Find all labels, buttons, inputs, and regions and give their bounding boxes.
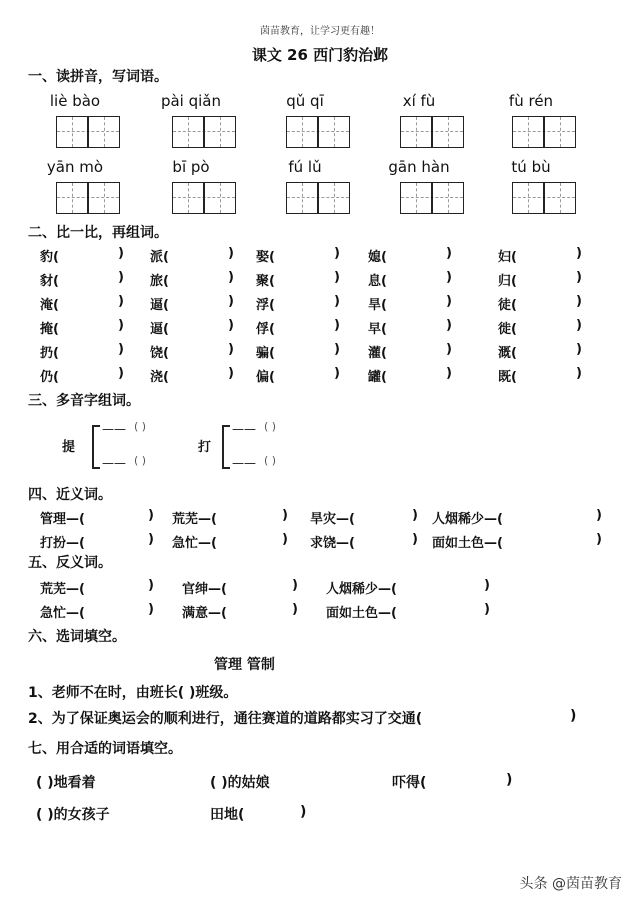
antonym-close-paren: )	[292, 602, 298, 617]
compare-char: 逼(	[150, 322, 169, 337]
compare-char: 淹(	[40, 298, 59, 313]
section-1-heading: 一、读拼音，写词语。	[28, 69, 168, 85]
pinyin-label: fú lǔ	[288, 158, 322, 176]
answer-blank[interactable]: )	[118, 318, 124, 333]
answer-blank[interactable]: )	[118, 294, 124, 309]
answer-blank[interactable]: )	[576, 246, 582, 261]
compare-char: 归(	[498, 274, 517, 289]
answer-blank[interactable]: )	[118, 342, 124, 357]
compare-char: 娶(	[256, 250, 275, 265]
compare-char: 饶(	[150, 346, 169, 361]
question-2-close-paren: )	[570, 708, 577, 724]
pinyin-label: qǔ qī	[286, 92, 324, 110]
synonym-close-paren: )	[282, 508, 288, 523]
answer-blank[interactable]: )	[446, 246, 452, 261]
section-2-heading: 二、比一比，再组词。	[28, 225, 168, 241]
synonym-item[interactable]: 管理—(	[40, 512, 85, 527]
synonym-item[interactable]: 面如土色—(	[432, 536, 503, 551]
fill-blank-child[interactable]: ( )的女孩子	[36, 807, 110, 823]
section-5-heading: 五、反义词。	[28, 555, 112, 571]
answer-blank[interactable]: )	[334, 366, 340, 381]
question-1[interactable]: 1、老师不在时，由班长( )班级。	[28, 685, 238, 701]
writing-grid[interactable]	[400, 182, 464, 214]
antonym-close-paren: )	[148, 602, 154, 617]
fill-blank-field[interactable]: 田地(	[210, 807, 245, 823]
bracket-ti-bottom	[92, 467, 100, 469]
answer-blank[interactable]: )	[118, 246, 124, 261]
synonym-item[interactable]: 荒芜—(	[172, 512, 217, 527]
writing-grid[interactable]	[512, 116, 576, 148]
answer-blank[interactable]: )	[334, 294, 340, 309]
synonym-item[interactable]: 打扮—(	[40, 536, 85, 551]
compare-char: 妇(	[498, 250, 517, 265]
compare-char: 灌(	[368, 346, 387, 361]
bracket-da	[222, 425, 224, 469]
bracket-da-bottom	[222, 467, 230, 469]
compare-char: 派(	[150, 250, 169, 265]
section-3-heading: 三、多音字组词。	[28, 393, 140, 409]
pinyin-label: bī pò	[172, 158, 210, 176]
synonym-close-paren: )	[596, 508, 602, 523]
fill-blank-scared[interactable]: 吓得(	[392, 775, 427, 791]
compare-char: 早(	[368, 322, 387, 337]
writing-grid[interactable]	[56, 182, 120, 214]
compare-char: 掩(	[40, 322, 59, 337]
compare-char: 骗(	[256, 346, 275, 361]
writing-grid[interactable]	[400, 116, 464, 148]
antonym-close-paren: )	[484, 602, 490, 617]
compare-char: 媳(	[368, 250, 387, 265]
writing-grid[interactable]	[512, 182, 576, 214]
compare-char: 旅(	[150, 274, 169, 289]
question-2[interactable]: 2、为了保证奥运会的顺利进行，通往赛道的道路都实习了交通(	[28, 711, 423, 727]
compare-char: 浮(	[256, 298, 275, 313]
blank-da-1[interactable]: ——	[232, 422, 256, 436]
answer-blank[interactable]: )	[334, 270, 340, 285]
antonym-close-paren: )	[148, 578, 154, 593]
paren-ti-1[interactable]: ( )	[134, 420, 147, 433]
blank-ti-1[interactable]: ——	[102, 422, 126, 436]
writing-grid[interactable]	[172, 116, 236, 148]
compare-char: 罐(	[368, 370, 387, 385]
compare-char: 豹(	[40, 250, 59, 265]
compare-char: 溉(	[498, 346, 517, 361]
answer-blank[interactable]: )	[118, 366, 124, 381]
pinyin-label: yān mò	[46, 158, 104, 176]
answer-blank[interactable]: )	[576, 294, 582, 309]
antonym-close-paren: )	[292, 578, 298, 593]
compare-char: 逼(	[150, 298, 169, 313]
pinyin-label: xí fù	[402, 92, 436, 110]
synonym-close-paren: )	[148, 532, 154, 547]
writing-grid[interactable]	[56, 116, 120, 148]
compare-char: 偏(	[256, 370, 275, 385]
polyphone-char-ti: 提	[62, 440, 76, 455]
antonym-item[interactable]: 荒芜—(	[40, 582, 85, 597]
compare-char: 聚(	[256, 274, 275, 289]
synonym-close-paren: )	[148, 508, 154, 523]
word-options: 管理 管制	[214, 657, 275, 673]
section-4-heading: 四、近义词。	[28, 487, 112, 503]
answer-blank[interactable]: )	[334, 318, 340, 333]
synonym-item[interactable]: 求饶—(	[310, 536, 355, 551]
answer-blank[interactable]: )	[334, 246, 340, 261]
section-6-heading: 六、选词填空。	[28, 629, 126, 645]
fill-blank-looking[interactable]: ( )地看着	[36, 775, 96, 791]
page-title: 课文 26 西门豹治邺	[251, 46, 389, 64]
watermark-footer: 头条 @茵苗教育	[519, 876, 622, 892]
answer-blank[interactable]: )	[334, 342, 340, 357]
synonym-item[interactable]: 急忙—(	[172, 536, 217, 551]
compare-char: 仍(	[40, 370, 59, 385]
compare-char: 徒(	[498, 298, 517, 313]
paren-da-2[interactable]: ( )	[264, 454, 277, 467]
antonym-item[interactable]: 人烟稀少—(	[326, 582, 397, 597]
fill-blank-scared-close: )	[506, 772, 513, 788]
synonym-item[interactable]: 旱灾—(	[310, 512, 355, 527]
answer-blank[interactable]: )	[446, 366, 452, 381]
answer-blank[interactable]: )	[576, 342, 582, 357]
writing-grid[interactable]	[286, 116, 350, 148]
answer-blank[interactable]: )	[228, 270, 234, 285]
pinyin-label: pài qiǎn	[160, 92, 222, 110]
answer-blank[interactable]: )	[228, 246, 234, 261]
antonym-item[interactable]: 面如土色—(	[326, 606, 397, 621]
pinyin-label: fù rén	[508, 92, 554, 110]
synonym-close-paren: )	[412, 508, 418, 523]
paren-da-1[interactable]: ( )	[264, 420, 277, 433]
answer-blank[interactable]: )	[446, 294, 452, 309]
compare-char: 豺(	[40, 274, 59, 289]
answer-blank[interactable]: )	[446, 342, 452, 357]
antonym-item[interactable]: 满意—(	[182, 606, 227, 621]
answer-blank[interactable]: )	[576, 366, 582, 381]
bracket-ti	[92, 425, 94, 469]
compare-char: 浇(	[150, 370, 169, 385]
compare-char: 息(	[368, 274, 387, 289]
antonym-close-paren: )	[484, 578, 490, 593]
fill-blank-girl[interactable]: ( )的姑娘	[210, 775, 270, 791]
synonym-item[interactable]: 人烟稀少—(	[432, 512, 503, 527]
pinyin-label: gān hàn	[388, 158, 450, 176]
answer-blank[interactable]: )	[228, 342, 234, 357]
answer-blank[interactable]: )	[446, 270, 452, 285]
compare-char: 既(	[498, 370, 517, 385]
compare-char: 扔(	[40, 346, 59, 361]
bracket-da-top	[222, 425, 230, 427]
fill-blank-field-close: )	[300, 804, 307, 820]
section-7-heading: 七、用合适的词语填空。	[28, 741, 182, 757]
paren-ti-2[interactable]: ( )	[134, 454, 147, 467]
pinyin-label: liè bào	[49, 92, 101, 110]
compare-char: 旱(	[368, 298, 387, 313]
bracket-ti-top	[92, 425, 100, 427]
antonym-item[interactable]: 急忙—(	[40, 606, 85, 621]
answer-blank[interactable]: )	[228, 366, 234, 381]
answer-blank[interactable]: )	[576, 270, 582, 285]
compare-char: 徙(	[498, 322, 517, 337]
answer-blank[interactable]: )	[576, 318, 582, 333]
synonym-close-paren: )	[412, 532, 418, 547]
compare-char: 俘(	[256, 322, 275, 337]
answer-blank[interactable]: )	[228, 294, 234, 309]
page-header: 茵苗教育，让学习更有趣！	[260, 26, 380, 37]
synonym-close-paren: )	[282, 532, 288, 547]
pinyin-label: tú bù	[511, 158, 551, 176]
synonym-close-paren: )	[596, 532, 602, 547]
polyphone-char-da: 打	[198, 440, 212, 455]
answer-blank[interactable]: )	[118, 270, 124, 285]
antonym-item[interactable]: 官绅—(	[182, 582, 227, 597]
writing-grid[interactable]	[286, 182, 350, 214]
answer-blank[interactable]: )	[446, 318, 452, 333]
answer-blank[interactable]: )	[228, 318, 234, 333]
writing-grid[interactable]	[172, 182, 236, 214]
blank-da-2[interactable]: ——	[232, 456, 256, 470]
blank-ti-2[interactable]: ——	[102, 456, 126, 470]
